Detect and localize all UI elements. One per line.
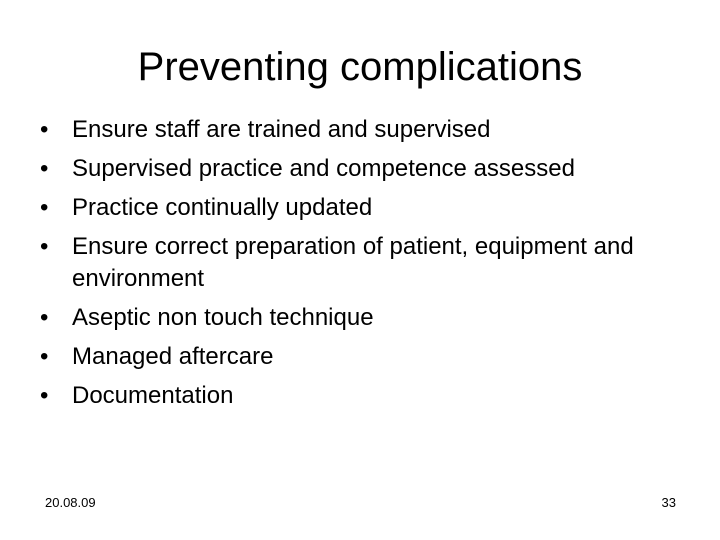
bullet-text: Practice continually updated bbox=[72, 194, 373, 221]
list-item bbox=[40, 231, 690, 295]
bullet-text: Managed aftercare bbox=[72, 343, 274, 370]
bullet-list bbox=[40, 114, 690, 419]
bullet-icon: • bbox=[40, 304, 49, 331]
slide-title: Preventing complications bbox=[137, 45, 583, 89]
bullet-icon: • bbox=[40, 194, 49, 221]
bullet-icon: • bbox=[40, 343, 49, 370]
list-item bbox=[40, 341, 690, 373]
list-item bbox=[40, 380, 690, 412]
list-item bbox=[40, 153, 690, 185]
bullet-text: Ensure correct preparation of patient, equipment and environment bbox=[72, 233, 634, 292]
bullet-icon: • bbox=[40, 382, 49, 409]
list-item bbox=[40, 192, 690, 224]
bullet-icon: • bbox=[40, 155, 49, 182]
bullet-icon: • bbox=[40, 233, 49, 260]
list-item bbox=[40, 302, 690, 334]
footer-date: 20.08.09 bbox=[45, 495, 96, 510]
bullet-text: Aseptic non touch technique bbox=[72, 304, 374, 331]
bullet-icon: • bbox=[40, 116, 49, 143]
bullet-text: Supervised practice and competence assessed bbox=[72, 155, 575, 182]
bullet-text: Documentation bbox=[72, 382, 234, 409]
page-number: 33 bbox=[661, 495, 676, 510]
list-item bbox=[40, 114, 690, 146]
bullet-text: Ensure staff are trained and supervised bbox=[72, 116, 491, 143]
